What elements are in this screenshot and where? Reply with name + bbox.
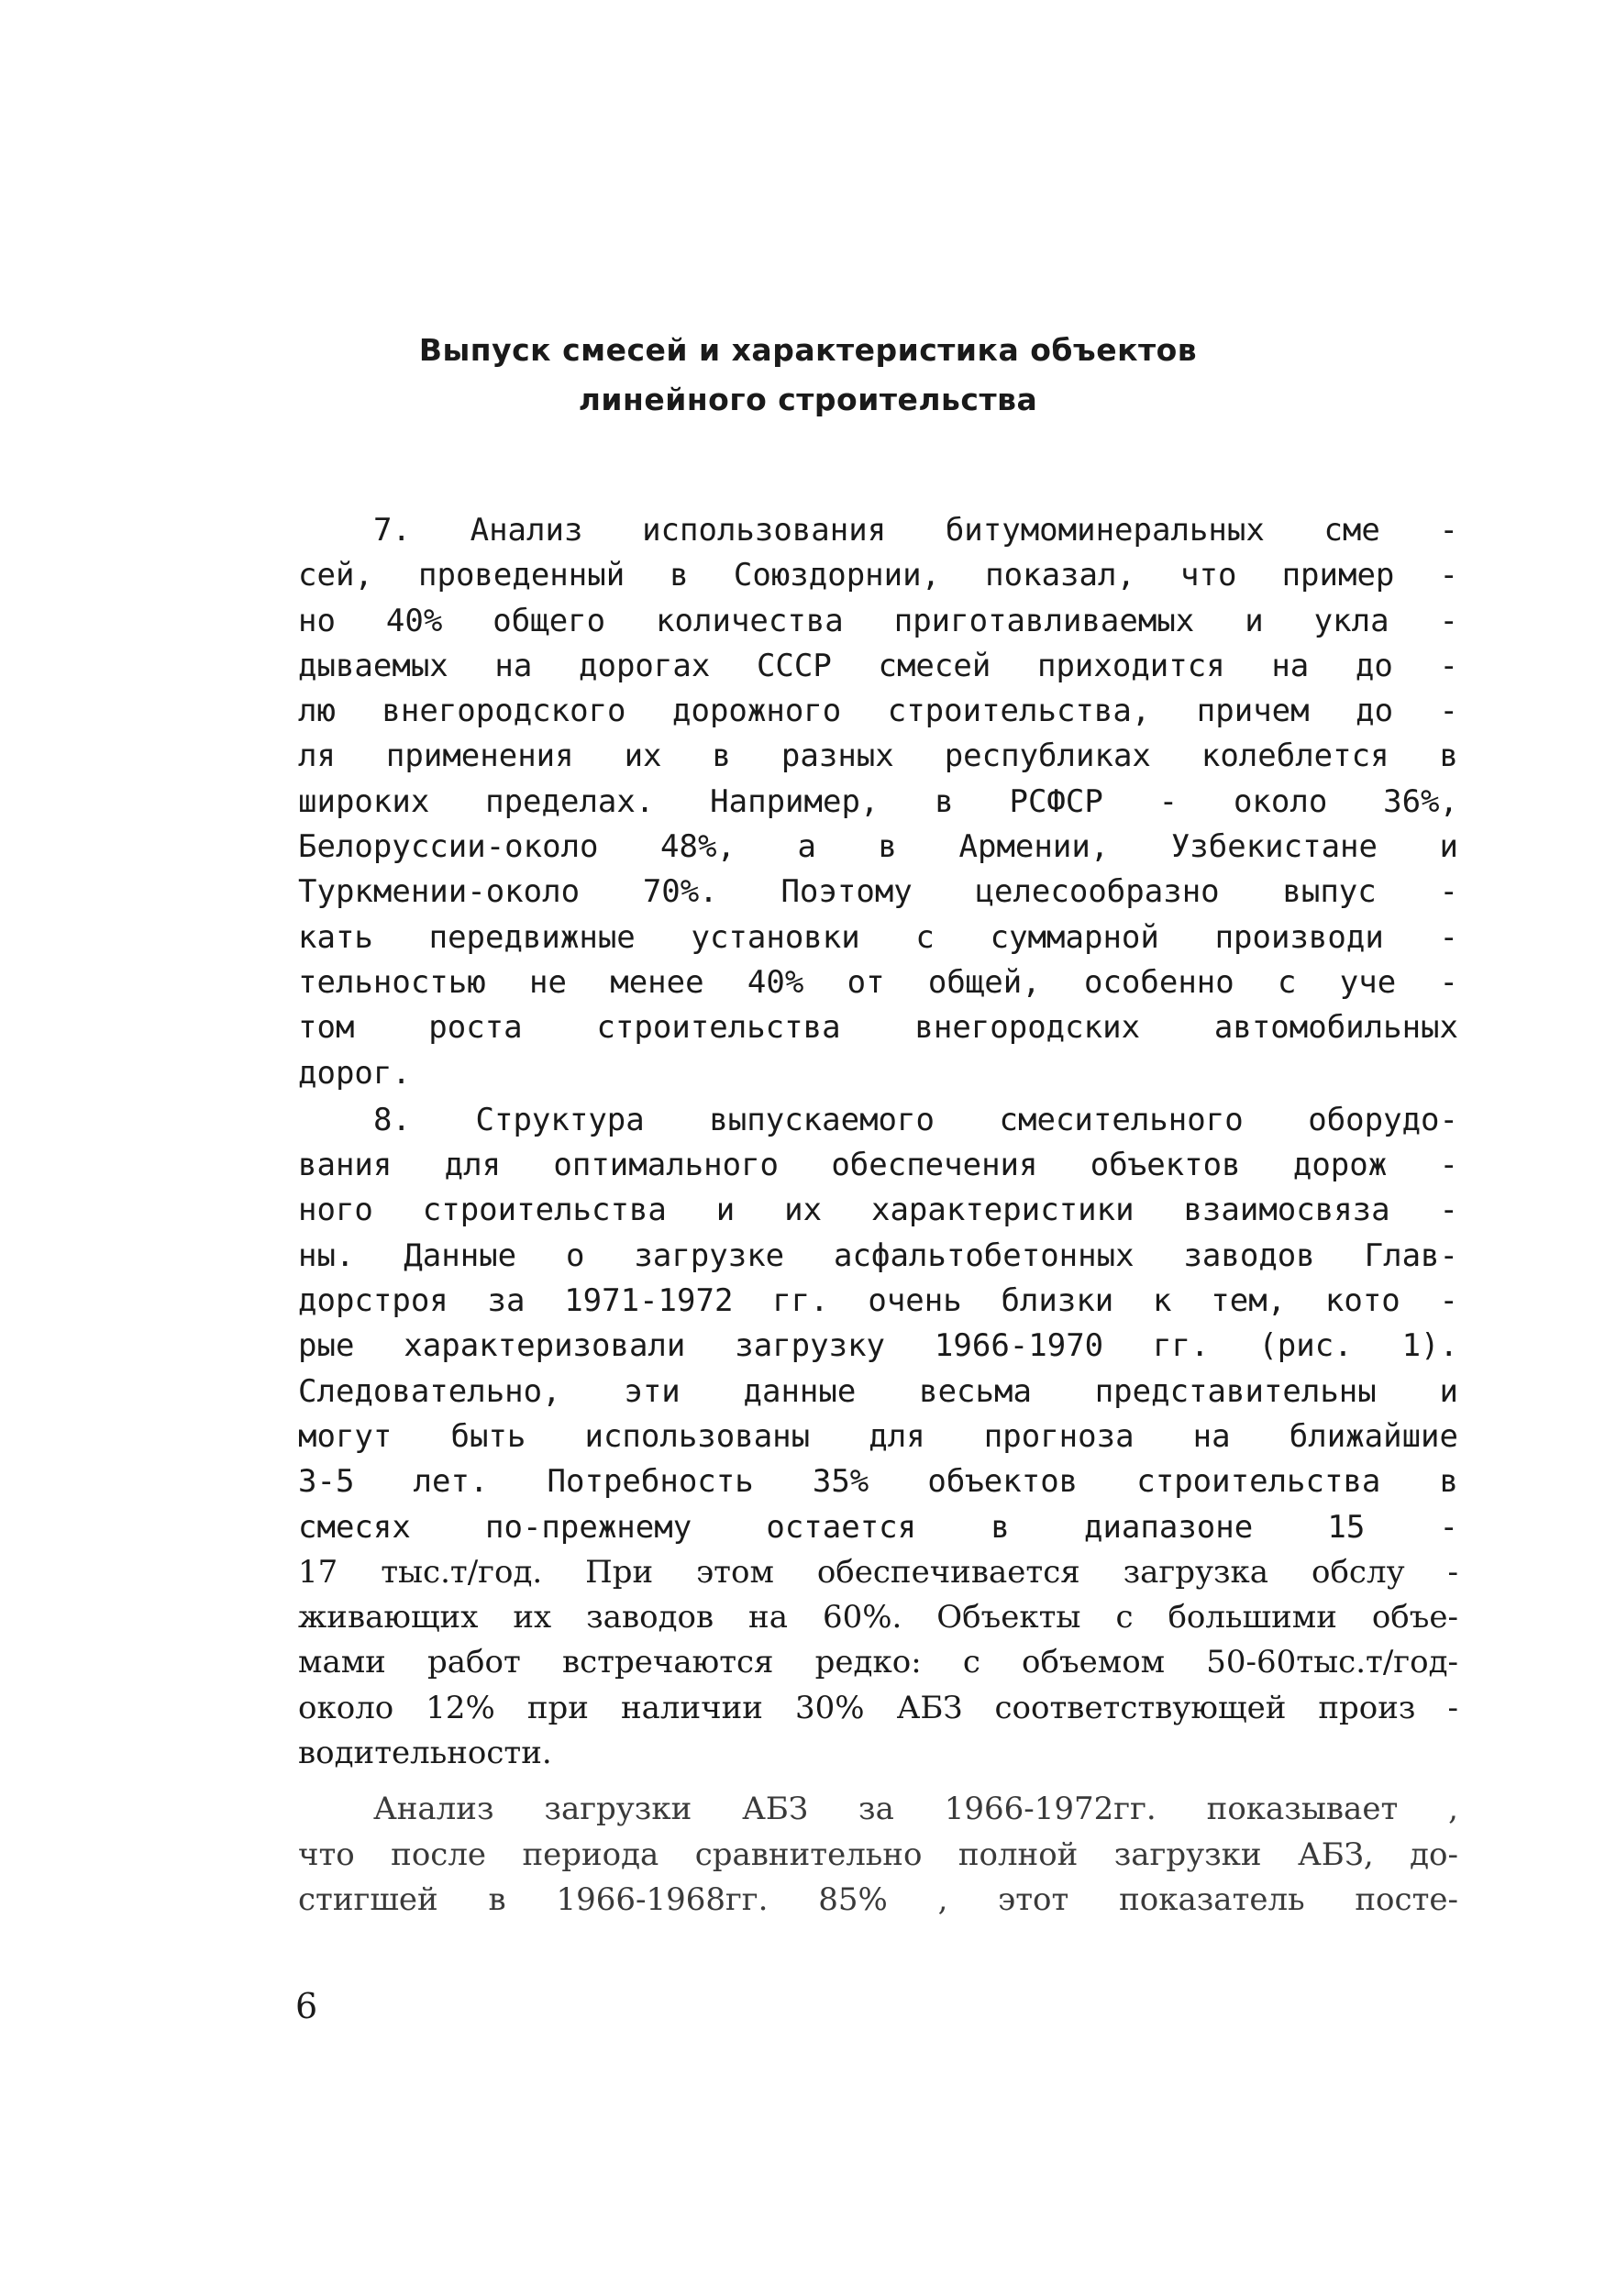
text-line: стигшей в 1966-1968гг. 85% , этот показатель посте- — [298, 1880, 1458, 1918]
text-line: дываемых на дорогах СССР смесей приходится на до - — [298, 647, 1458, 684]
page-number: 6 — [295, 1986, 318, 2026]
section-heading-line-1: Выпуск смесей и характеристика объектов — [418, 332, 1198, 368]
text-line: Следовательно, эти данные весьма представительны и — [298, 1372, 1458, 1410]
text-line: рые характеризовали загрузку 1966-1970 гг. (рис. 1). — [298, 1327, 1458, 1365]
text-line: но 40% общего количества приготавливаемых и укла - — [298, 602, 1458, 639]
text-line: кать передвижные установки с суммарной производи - — [298, 918, 1458, 956]
text-line: дорог. — [298, 1054, 411, 1092]
text-line: смесях по-прежнему остается в диапазоне 15 - — [298, 1508, 1458, 1546]
text-line: Белоруссии-около 48%, а в Армении, Узбекистане и — [298, 828, 1458, 866]
text-line: том роста строительства внегородских автомобильных — [298, 1009, 1458, 1047]
text-line: 3-5 лет. Потребность 35% объектов строительства в — [298, 1463, 1458, 1501]
paragraph-8 — [298, 1098, 1458, 1776]
text-line: ны. Данные о загрузке асфальтобетонных заводов Глав- — [298, 1237, 1458, 1274]
paragraph-analysis — [298, 1787, 1458, 1923]
text-line: около 12% при наличии 30% АБЗ соответствующей произ - — [298, 1689, 1458, 1726]
text-line: Туркмении-около 70%. Поэтому целесообразно выпус - — [298, 873, 1458, 911]
text-line: мами работ встречаются редко: с объемом 50-60тыс.т/год- — [298, 1644, 1458, 1681]
text-line: Анализ загрузки АБЗ за 1966-1972гг. показывает , — [373, 1791, 1458, 1828]
text-line: широких пределах. Например, в РСФСР - около 36%, — [298, 782, 1458, 820]
paragraph-7 — [298, 508, 1458, 1096]
text-line: живающих их заводов на 60%. Объекты с большими объе- — [298, 1599, 1458, 1636]
text-line: лю внегородского дорожного строительства, причем до - — [298, 693, 1458, 730]
text-line: водительности. — [298, 1735, 552, 1772]
text-line: тельностью не менее 40% от общей, особенно с уче - — [298, 963, 1458, 1001]
text-line: что после периода сравнительно полной загрузки АБЗ, до- — [298, 1836, 1458, 1873]
text-line: сей, проведенный в Союздорнии, показал, что пример - — [298, 557, 1458, 594]
text-line: 7. Анализ использования битумоминеральных сме - — [373, 512, 1458, 549]
text-line: вания для оптимального обеспечения объектов дорож - — [298, 1147, 1458, 1184]
text-line: 8. Структура выпускаемого смесительного оборудо- — [373, 1101, 1458, 1138]
text-line: 17 тыс.т/год. При этом обеспечивается загрузка обслу - — [298, 1553, 1458, 1591]
section-heading — [0, 326, 1616, 425]
text-line: ля применения их в разных республиках колеблется в — [298, 738, 1458, 775]
text-line: ного строительства и их характеристики взаимосвяза - — [298, 1192, 1458, 1229]
text-line: дорстроя за 1971-1972 гг. очень близки к тем, кото - — [298, 1282, 1458, 1320]
text-line: могут быть использованы для прогноза на ближайшие — [298, 1417, 1458, 1455]
section-heading-line-2: линейного строительства — [578, 382, 1038, 417]
body-text — [298, 508, 1458, 1923]
